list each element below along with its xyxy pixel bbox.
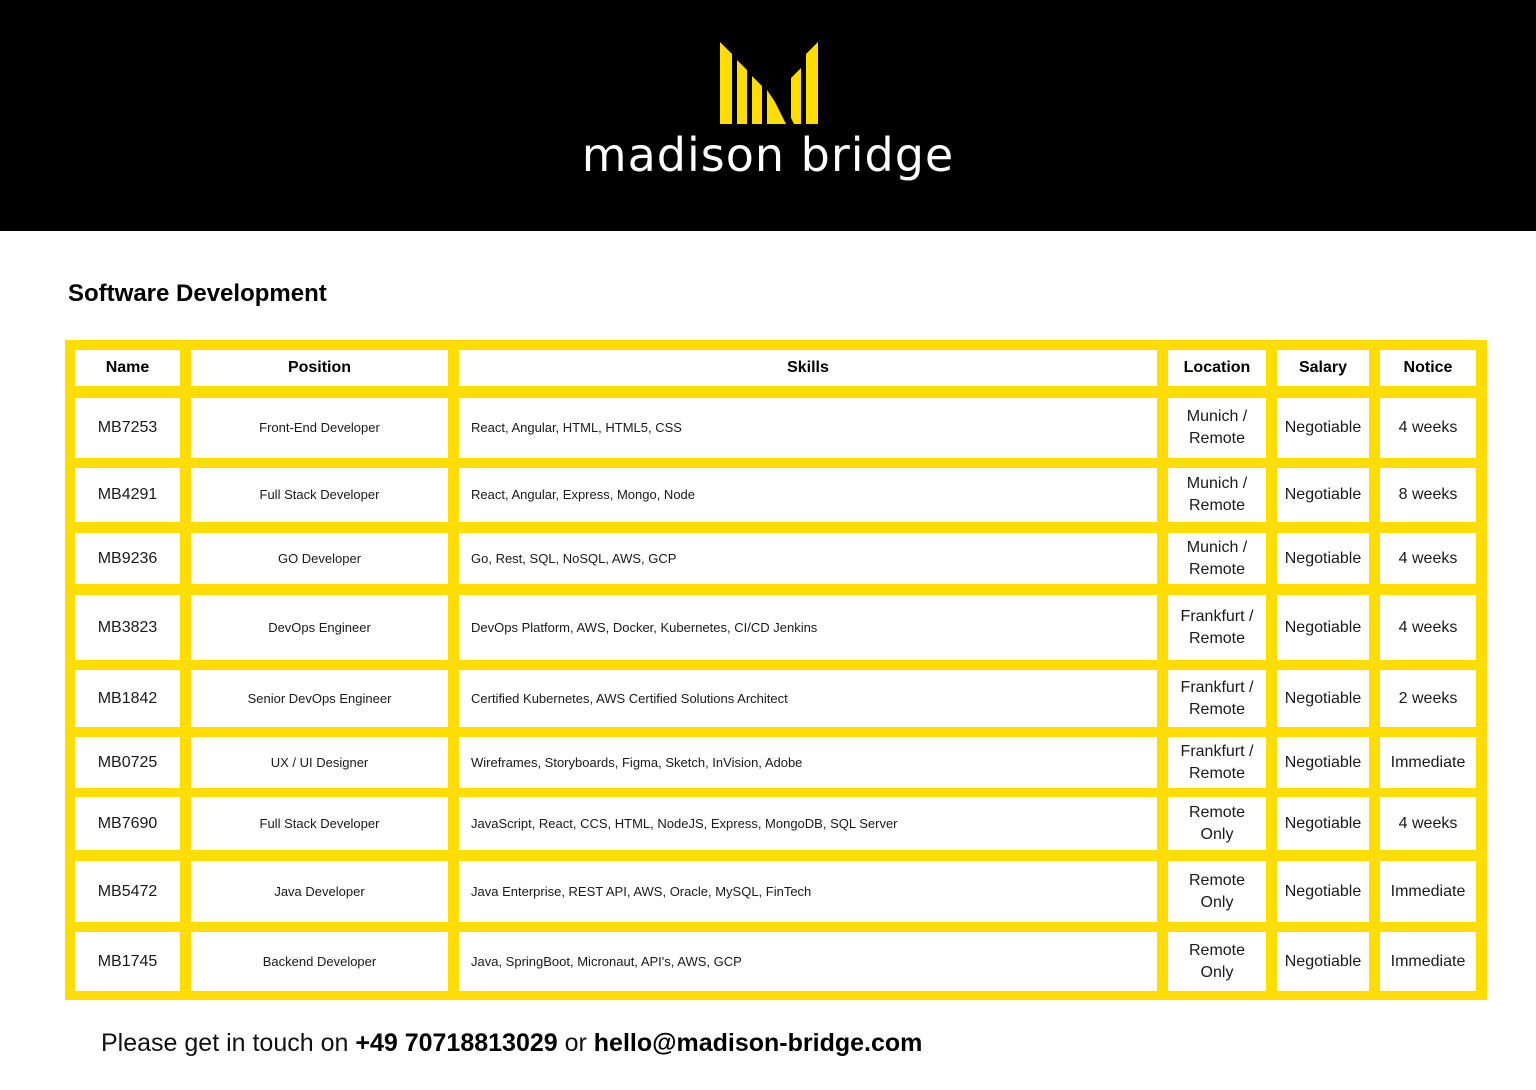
table-cell-salary [1277,595,1369,660]
table-cell-location-text: Munich / Remote [1186,538,1248,578]
table-cell-position [191,797,448,850]
contact-prefix: Please get in touch on [101,1029,356,1057]
table-cell-skills [459,468,1157,522]
table-cell-name-text: MB1745 [97,952,158,970]
table-cell-notice [1380,468,1476,522]
table-cell-notice [1380,861,1476,922]
column-header-skills [459,350,1157,386]
table-cell-name [75,595,180,660]
table-cell-notice [1380,932,1476,991]
column-header-salary-text: Salary [1298,359,1348,376]
table-cell-notice [1380,737,1476,788]
table-cell-name-text: MB3823 [97,618,158,636]
table-cell-notice-text: 4 weeks [1398,618,1458,636]
table-cell-notice-text: 2 weeks [1398,689,1458,707]
column-header-name-text: Name [105,359,150,376]
column-header-notice-text: Notice [1403,359,1453,376]
table-cell-notice-text: Immediate [1390,753,1466,771]
table-cell-location-text: Munich / Remote [1186,475,1248,514]
table-cell-notice-text: Immediate [1390,882,1466,900]
table-cell-location [1168,797,1266,850]
table-cell-notice [1380,398,1476,458]
table-cell-name [75,737,180,788]
table-cell-salary [1277,861,1369,922]
table-cell-location-text: Frankfurt / Remote [1180,607,1254,647]
table-cell-salary-text: Negotiable [1284,814,1362,832]
table-cell-position [191,595,448,660]
table-cell-position-text: Full Stack Developer [259,487,380,502]
table-cell-location [1168,595,1266,660]
table-cell-name [75,932,180,991]
table-cell-location [1168,670,1266,727]
table-cell-name [75,533,180,584]
table-cell-position [191,670,448,727]
table-cell-notice-text: Immediate [1390,952,1466,970]
table-cell-salary-text: Negotiable [1284,618,1362,636]
contact-email[interactable]: hello@madison-bridge.com [593,1029,923,1057]
header-banner [0,0,1536,231]
column-header-location [1168,350,1266,386]
table-cell-skills [459,737,1157,788]
contact-line [101,1024,922,1062]
table-cell-location [1168,737,1266,788]
column-header-position-text: Position [287,359,352,376]
table-cell-position-text: Senior DevOps Engineer [247,690,392,706]
table-cell-skills-text: Go, Rest, SQL, NoSQL, AWS, GCP [471,550,677,566]
table-cell-salary-text: Negotiable [1284,486,1362,503]
column-header-skills-text: Skills [787,359,829,376]
table-cell-skills [459,670,1157,727]
table-cell-salary [1277,398,1369,458]
table-cell-skills-text: React, Angular, HTML, HTML5, CSS [471,420,682,435]
table-cell-salary [1277,932,1369,991]
table-cell-salary-text: Negotiable [1284,753,1362,771]
table-cell-position-text: UX / UI Designer [270,754,369,770]
table-cell-position-text: Front-End Developer [259,420,380,435]
table-cell-salary [1277,468,1369,522]
column-header-salary [1277,350,1369,386]
madison-bridge-logo-icon [718,40,820,126]
table-cell-notice-text: 4 weeks [1398,814,1458,832]
table-cell-salary-text: Negotiable [1284,689,1362,707]
table-cell-notice [1380,797,1476,850]
table-cell-skills [459,398,1157,458]
table-cell-position-text: Java Developer [274,883,365,899]
table-cell-location-text: Remote Only [1188,941,1246,981]
table-cell-location-text: Frankfurt / Remote [1180,678,1254,718]
table-cell-salary-text: Negotiable [1284,882,1362,900]
table-cell-salary [1277,797,1369,850]
table-cell-skills-text: Java, SpringBoot, Micronaut, API's, AWS, GCP [471,953,742,969]
table-cell-name-text: MB4291 [97,486,158,503]
table-cell-position-text: GO Developer [277,550,362,566]
table-cell-salary-text: Negotiable [1284,549,1362,567]
table-cell-name-text: MB7253 [97,419,158,436]
column-header-position [191,350,448,386]
table-cell-location [1168,533,1266,584]
table-cell-skills-text: Certified Kubernetes, AWS Certified Solutions Architect [471,690,788,706]
table-cell-skills-text: DevOps Platform, AWS, Docker, Kubernetes, CI/CD Jenkins [471,619,818,635]
table-cell-position [191,398,448,458]
table-cell-position [191,533,448,584]
table-cell-skills [459,932,1157,991]
table-cell-name-text: MB1842 [97,689,158,707]
table-cell-salary [1277,737,1369,788]
table-cell-skills-text: Wireframes, Storyboards, Figma, Sketch, InVision, Adobe [471,754,803,770]
page-title: Software Development [68,280,327,307]
table-cell-location [1168,398,1266,458]
table-cell-name [75,861,180,922]
table-cell-name-text: MB7690 [97,814,158,832]
table-cell-skills [459,595,1157,660]
table-cell-name-text: MB9236 [97,549,158,567]
table-cell-salary [1277,533,1369,584]
table-cell-salary-text: Negotiable [1284,952,1362,970]
table-cell-name-text: MB5472 [97,882,158,900]
column-header-notice [1380,350,1476,386]
table-cell-location-text: Frankfurt / Remote [1180,742,1254,782]
contact-separator: or [557,1029,594,1057]
table-cell-salary [1277,670,1369,727]
table-cell-position [191,861,448,922]
table-cell-skills-text: JavaScript, React, CCS, HTML, NodeJS, Express, MongoDB, SQL Server [471,815,898,831]
contact-phone[interactable]: +49 70718813029 [355,1029,558,1057]
brand-name: madison bridge [581,128,955,182]
table-cell-position-text: Full Stack Developer [259,815,380,831]
table-cell-position-text: DevOps Engineer [268,619,371,635]
table-cell-location-text: Remote Only [1188,803,1246,843]
positions-table [65,340,1487,1000]
table-cell-notice [1380,670,1476,727]
table-cell-salary-text: Negotiable [1284,419,1362,436]
table-cell-skills [459,533,1157,584]
table-cell-name [75,670,180,727]
table-cell-position [191,932,448,991]
table-cell-notice [1380,533,1476,584]
column-header-name [75,350,180,386]
table-cell-skills-text: Java Enterprise, REST API, AWS, Oracle, MySQL, FinTech [471,883,812,899]
table-cell-location [1168,468,1266,522]
table-cell-name-text: MB0725 [97,753,158,771]
table-cell-position [191,737,448,788]
table-cell-name [75,797,180,850]
table-cell-name [75,468,180,522]
table-cell-location-text: Munich / Remote [1186,408,1248,447]
table-cell-skills [459,797,1157,850]
column-header-location-text: Location [1183,359,1251,376]
table-cell-location [1168,932,1266,991]
table-cell-location [1168,861,1266,922]
table-cell-notice-text: 8 weeks [1398,486,1458,503]
table-cell-skills-text: React, Angular, Express, Mongo, Node [471,487,696,502]
table-cell-name [75,398,180,458]
table-cell-notice [1380,595,1476,660]
table-cell-position [191,468,448,522]
table-cell-skills [459,861,1157,922]
table-cell-notice-text: 4 weeks [1398,419,1458,436]
table-cell-notice-text: 4 weeks [1398,549,1458,567]
table-cell-position-text: Backend Developer [262,953,377,969]
table-cell-location-text: Remote Only [1188,871,1246,911]
